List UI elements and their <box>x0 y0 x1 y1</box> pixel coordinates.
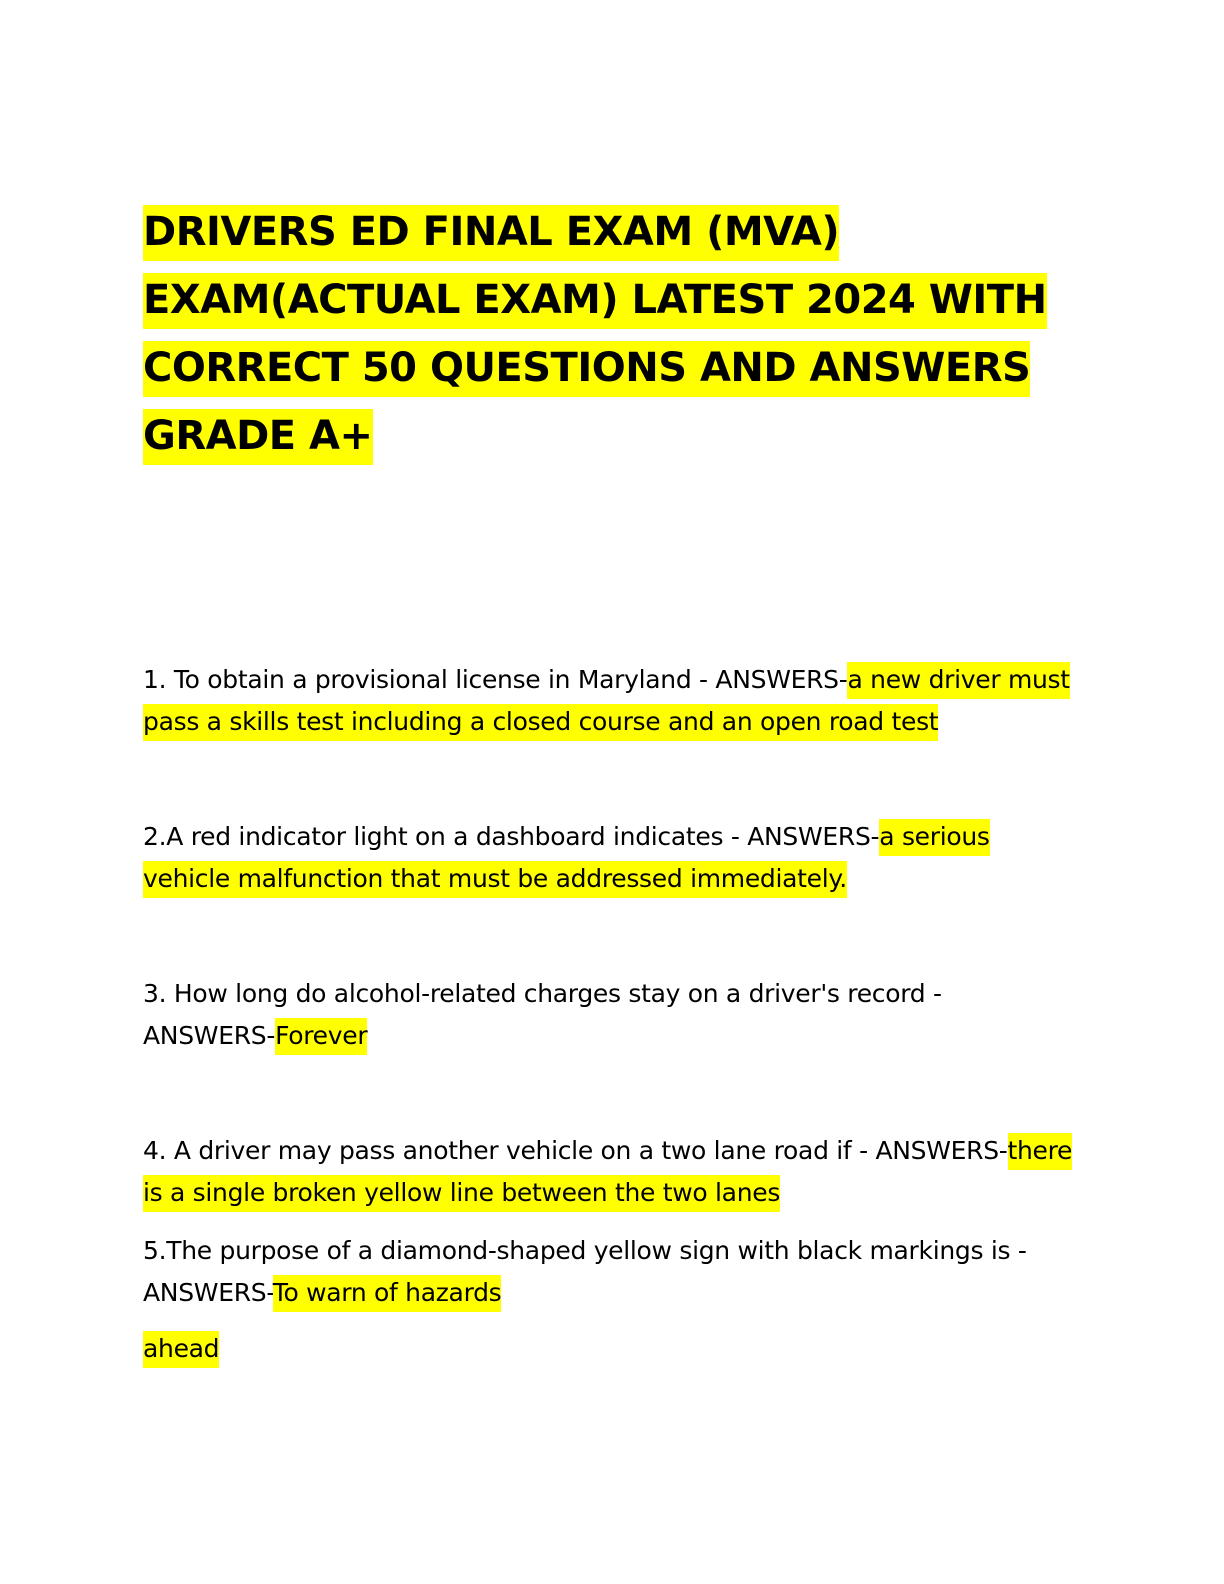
question-1-answer: a new driver must pass a skills test including a closed course and an open road test <box>143 662 1070 741</box>
question-1-prompt: 1. To obtain a provisional license in Maryland - ANSWERS- <box>143 665 848 694</box>
question-5-continuation <box>143 1328 1073 1370</box>
question-5 <box>143 1230 1073 1314</box>
question-1 <box>143 659 1073 743</box>
question-4-answer: there is a single broken yellow line between the two lanes <box>143 1133 1072 1212</box>
question-3-answer: Forever <box>275 1018 367 1055</box>
question-4-prompt: 4. A driver may pass another vehicle on a two lane road if - ANSWERS- <box>143 1136 1008 1165</box>
question-2-prompt: 2.A red indicator light on a dashboard indicates - ANSWERS- <box>143 822 880 851</box>
question-2 <box>143 816 1073 900</box>
question-3 <box>143 973 1073 1057</box>
question-3-prompt: 3. How long do alcohol-related charges stay on a driver's record - ANSWERS- <box>143 979 942 1050</box>
title-highlight: DRIVERS ED FINAL EXAM (MVA) EXAM(ACTUAL EXAM) LATEST 2024 WITH CORRECT 50 QUESTIONS AND ANSWERS GRADE A+ <box>143 205 1047 465</box>
question-5-answer-continuation: ahead <box>143 1331 219 1368</box>
question-5-answer: To warn of hazards <box>273 1275 502 1312</box>
question-5-prompt: 5.The purpose of a diamond-shaped yellow sign with black markings is - ANSWERS- <box>143 1236 1027 1307</box>
question-4 <box>143 1130 1073 1214</box>
question-2-answer: a serious vehicle malfunction that must be addressed immediately. <box>143 819 990 898</box>
document-title <box>143 198 1073 470</box>
